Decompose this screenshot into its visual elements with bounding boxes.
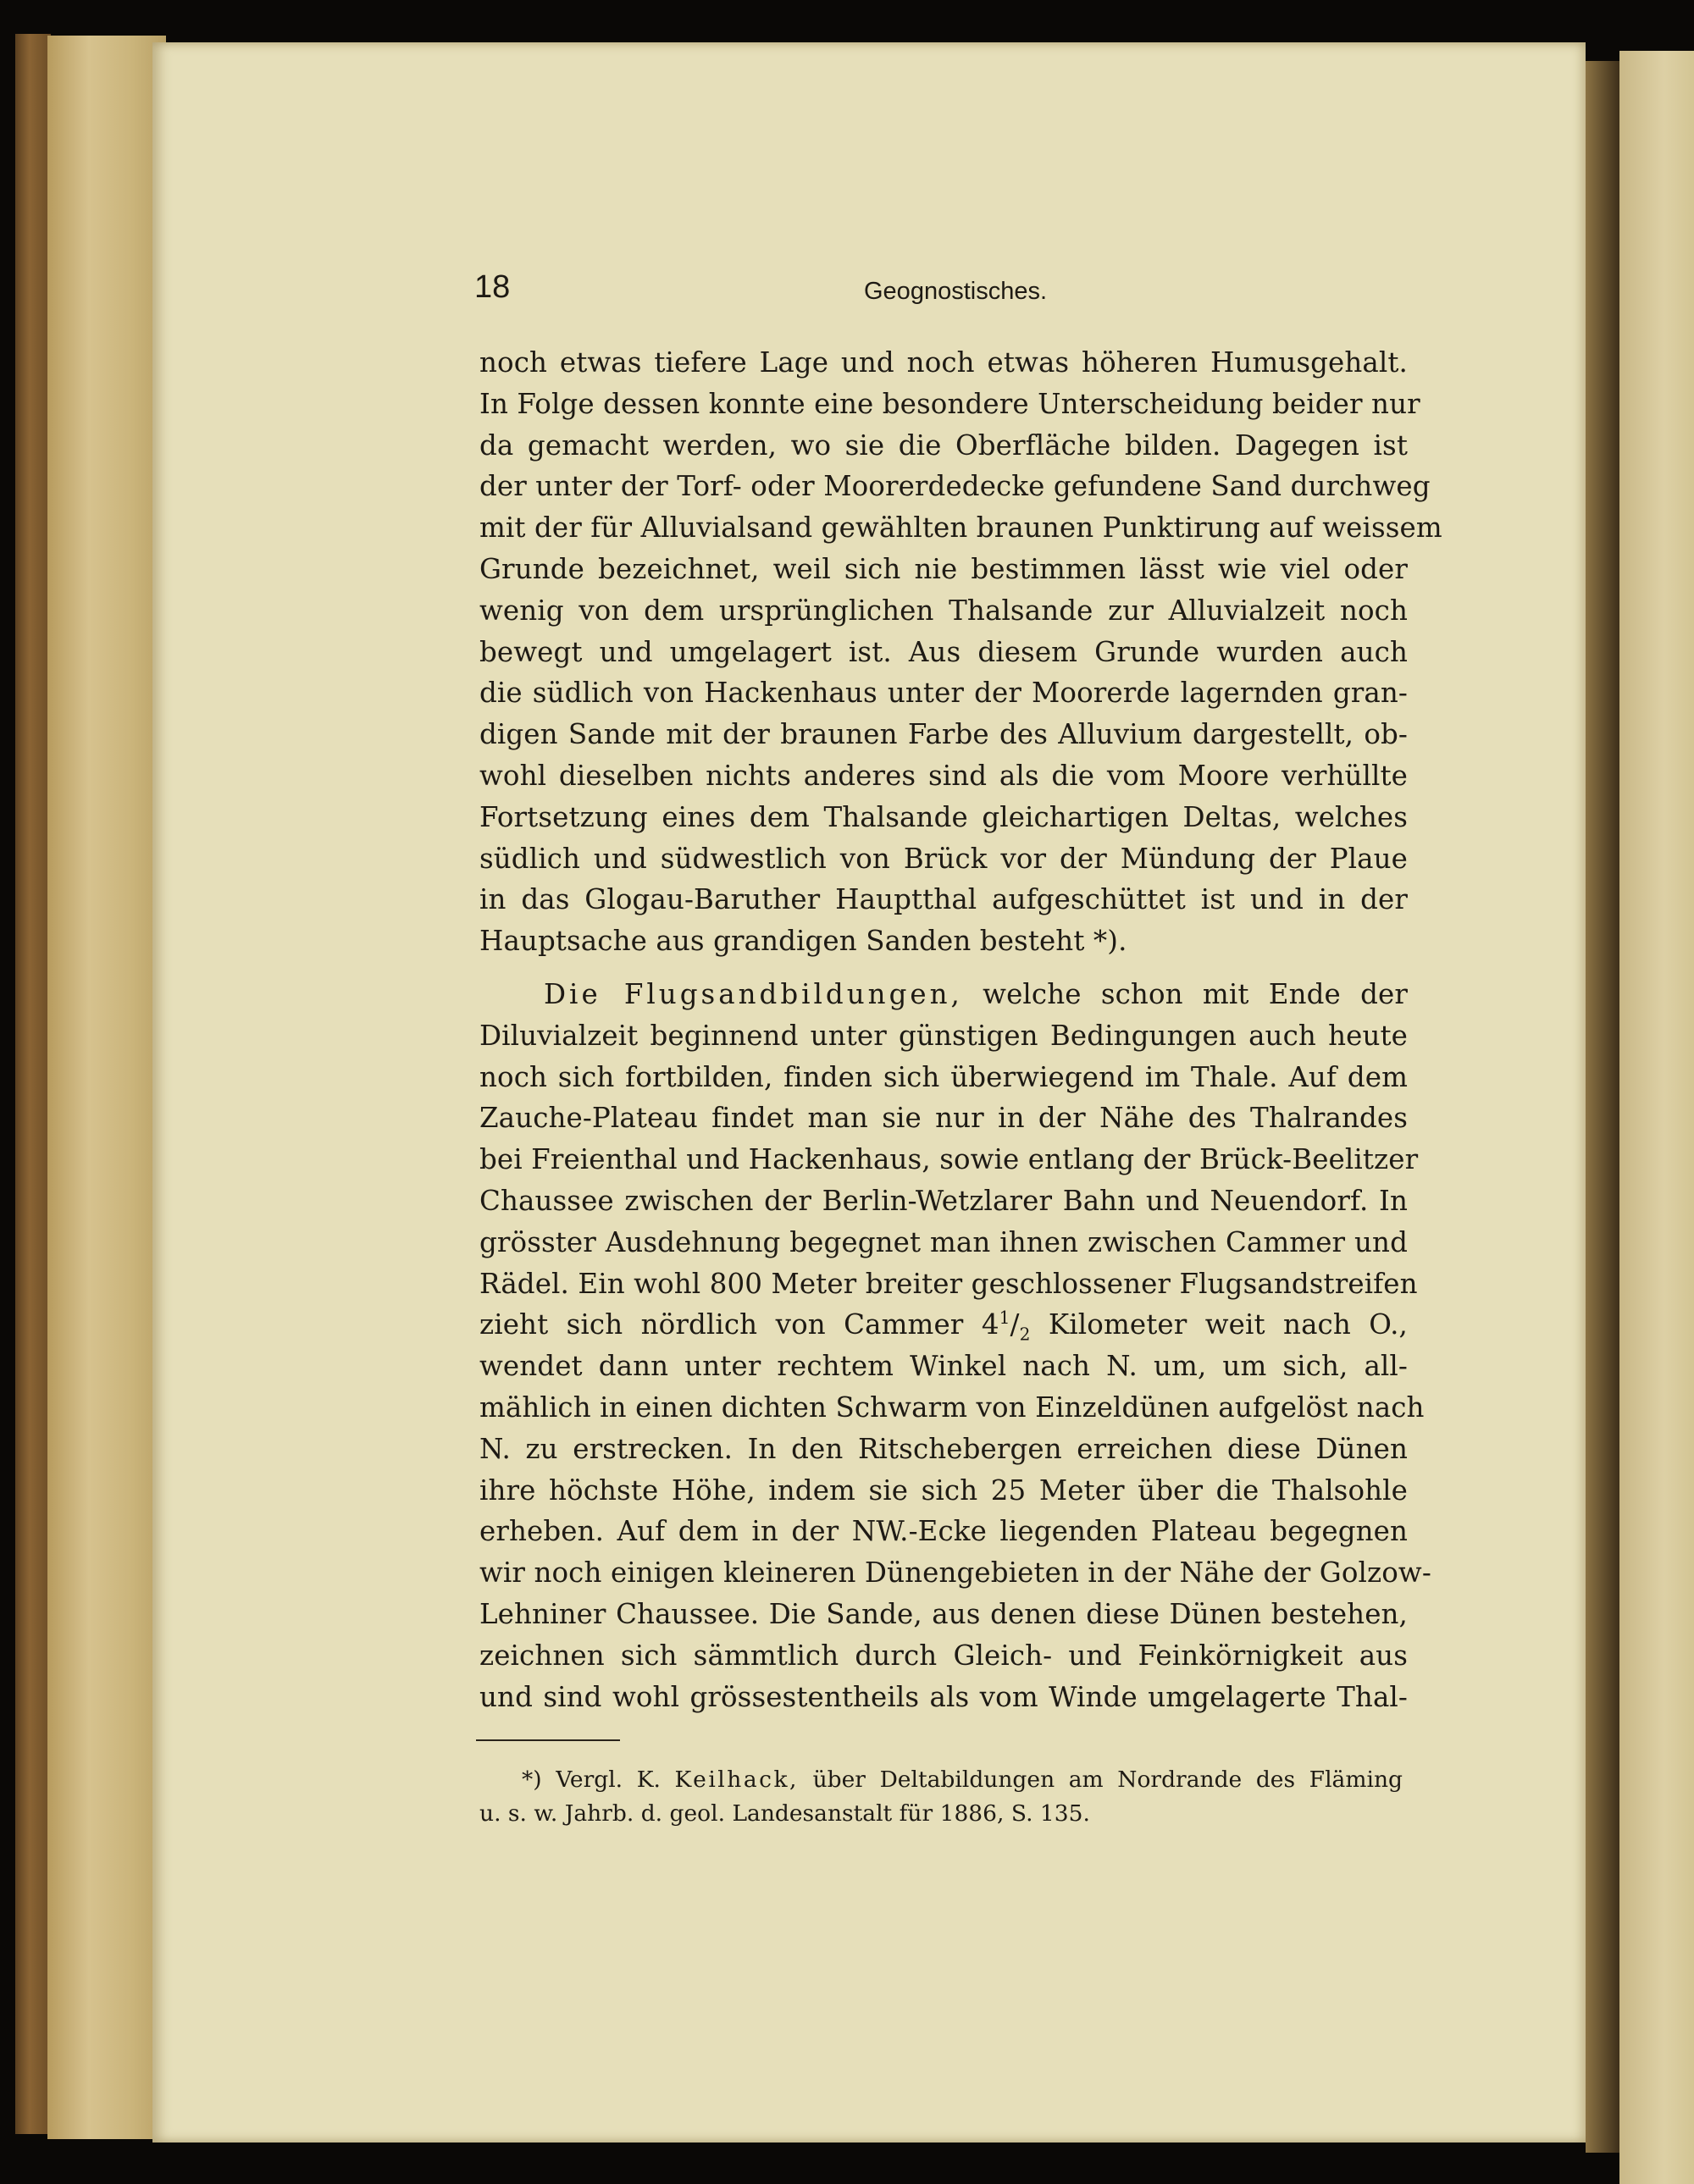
text-line: erheben. Auf dem in der NW.-Ecke liegenden Plateau begegnen (479, 1515, 1408, 1548)
text-line: in das Glogau-Baruther Hauptthal aufgeschüttet ist und in der (479, 883, 1408, 916)
text-line: N. zu erstrecken. In den Ritschebergen erreichen diese Dünen (479, 1432, 1408, 1465)
text-line: mählich in einen dichten Schwarm von Einzeldünen aufgelöst nach (479, 1391, 1425, 1424)
text-line: bewegt und umgelagert ist. Aus diesem Grunde wurden auch (479, 635, 1408, 668)
text-line: noch etwas tiefere Lage und noch etwas höheren Humusgehalt. (479, 346, 1408, 379)
fraction-numerator: 1 (999, 1308, 1010, 1329)
footnote-ref: *) Vergl. K. (522, 1767, 661, 1793)
facing-page-edge (1619, 51, 1694, 2184)
page-number: 18 (474, 269, 511, 305)
text-line: Diluvialzeit beginnend unter günstigen Bedingungen auch heute (479, 1019, 1408, 1052)
footnote-line (479, 1763, 1403, 1797)
text-line: Lehniner Chaussee. Die Sande, aus denen diese Dünen bestehen, (479, 1597, 1408, 1630)
running-head: Geognostisches. (864, 278, 1048, 305)
book-edge (15, 34, 51, 2134)
paragraph-2-lines (479, 1015, 1419, 1305)
text-line: der unter der Torf- oder Moorerdedecke gefundene Sand durchweg (479, 470, 1431, 503)
fraction-denominator: 2 (1019, 1324, 1031, 1345)
text-line: Chaussee zwischen der Berlin-Wetzlarer Bahn und Neuendorf. In (479, 1184, 1408, 1217)
text-line: wendet dann unter rechtem Winkel nach N. um, um sich, all- (479, 1350, 1408, 1383)
paragraph-2 (479, 974, 1431, 1717)
text-line: wohl dieselben nichts anderes sind als die vom Moore verhüllte (479, 759, 1408, 792)
text-line: und sind wohl grössestentheils als vom Winde umgelagerte Thal- (479, 1680, 1408, 1713)
paragraph-1 (479, 342, 1442, 962)
spaced-term: Die Flugsandbildungen, (544, 977, 963, 1010)
fraction-slash: / (1010, 1308, 1020, 1341)
text-line: ihre höchste Höhe, indem sie sich 25 Meter über die Thalsohle (479, 1474, 1408, 1507)
text-line (479, 974, 1408, 1015)
text-line: noch sich fortbilden, finden sich überwiegend im Thale. Auf dem (479, 1060, 1408, 1093)
paragraph-2-lines-continued (479, 1346, 1431, 1717)
text-line: die südlich von Hackenhaus unter der Moorerde lagernden gran- (479, 677, 1408, 710)
text-line: Fortsetzung eines dem Thalsande gleichartigen Deltas, welches (479, 800, 1408, 833)
page-stack-edge (47, 36, 166, 2139)
footnote (479, 1763, 1403, 1831)
text-line: wir noch einigen kleineren Dünengebieten in der Nähe der Golzow- (479, 1556, 1431, 1590)
text-line-fraction (479, 1304, 1408, 1346)
text-line: wenig von dem ursprünglichen Thalsande zur Alluvialzeit noch (479, 594, 1408, 627)
text-fragment: über Deltabildungen am Nordrande des Fläming (812, 1767, 1403, 1793)
footnote-author: Keilhack, (674, 1767, 799, 1793)
text-line: da gemacht werden, wo sie die Oberfläche bilden. Dagegen ist (479, 429, 1408, 462)
text-line: Hauptsache aus grandigen Sanden besteht *). (479, 925, 1127, 958)
text-fragment: Kilometer weit nach O., (1030, 1308, 1408, 1341)
text-line: Grunde bezeichnet, weil sich nie bestimmen lässt wie viel oder (479, 552, 1408, 585)
text-fragment: zieht sich nördlich von Cammer 4 (479, 1308, 999, 1341)
text-line: mit der für Alluvialsand gewählten braunen Punktirung auf weissem (479, 511, 1442, 545)
text-fragment: welche schon mit Ende der (983, 977, 1409, 1010)
text-line: bei Freienthal und Hackenhaus, sowie entlang der Brück-Beelitzer (479, 1143, 1419, 1176)
body-text (479, 342, 1442, 1717)
text-line: In Folge dessen konnte eine besondere Unterscheidung beider nur (479, 387, 1420, 420)
text-line: digen Sande mit der braunen Farbe des Alluvium dargestellt, ob- (479, 718, 1408, 751)
footnote-rule (476, 1739, 620, 1741)
text-line: zeichnen sich sämmtlich durch Gleich- und Feinkörnigkeit aus (479, 1639, 1408, 1672)
text-line: Rädel. Ein wohl 800 Meter breiter geschlossener Flugsandstreifen (479, 1267, 1418, 1300)
text-line: Zauche-Plateau findet man sie nur in der Nähe des Thalrandes (479, 1102, 1408, 1135)
footnote-line: u. s. w. Jahrb. d. geol. Landesanstalt für 1886, S. 135. (479, 1800, 1090, 1827)
text-line: südlich und südwestlich von Brück vor der Mündung der Plaue (479, 842, 1408, 875)
text-line: grösster Ausdehnung begegnet man ihnen zwischen Cammer und (479, 1225, 1408, 1258)
book-gutter (1586, 61, 1619, 2153)
